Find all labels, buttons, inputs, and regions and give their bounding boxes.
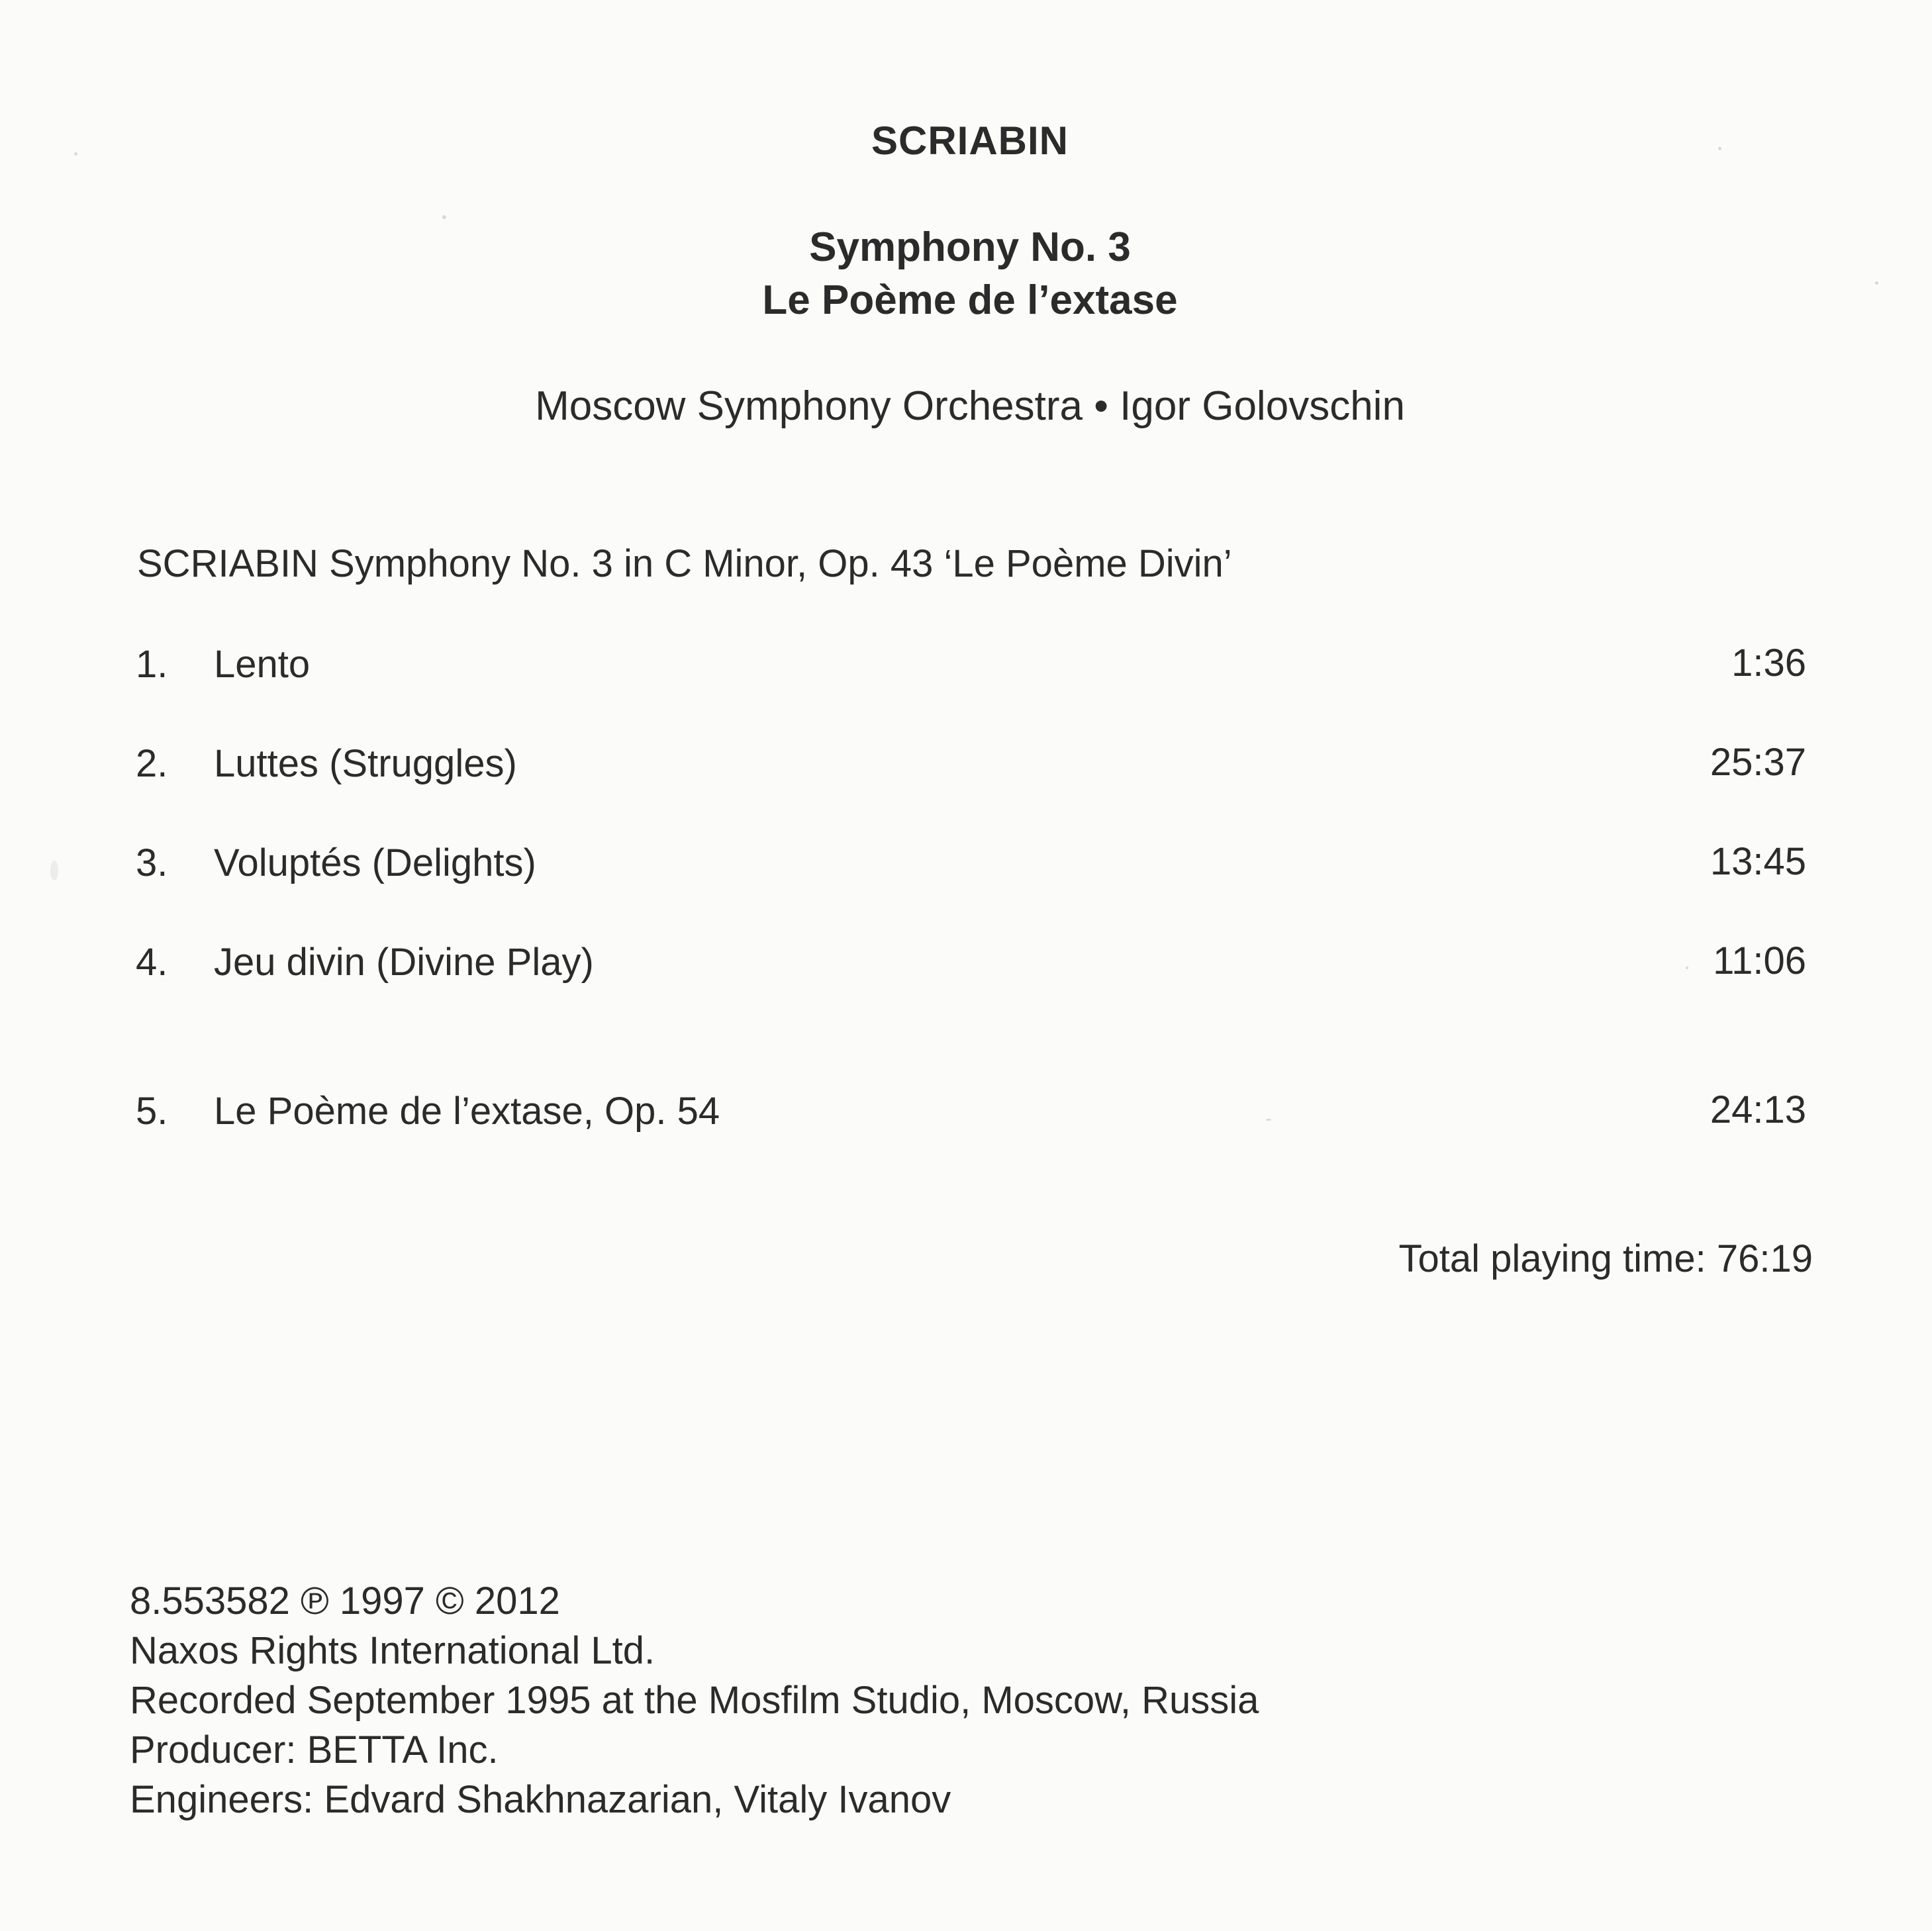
track-duration: 11:06: [1713, 939, 1806, 982]
track-number: 2.: [136, 742, 168, 785]
track-duration: 25:37: [1710, 741, 1806, 784]
scan-speck: [50, 861, 58, 880]
track-number: 1.: [136, 643, 168, 686]
catalog-copyright-line: 8.553582 ℗ 1997 © 2012: [130, 1579, 560, 1623]
scan-speck: [1875, 281, 1878, 285]
track-number: 3.: [136, 841, 168, 884]
scan-speck: [74, 152, 77, 156]
track-title: Voluptés (Delights): [214, 841, 536, 884]
producer-line: Producer: BETTA Inc.: [130, 1728, 499, 1771]
work-heading: SCRIABIN Symphony No. 3 in C Minor, Op. 43 ‘Le Poème Divin’: [137, 542, 1232, 585]
album-title-line1: Symphony No. 3: [809, 224, 1131, 270]
scan-speck: [1686, 966, 1688, 969]
performers-line: Moscow Symphony Orchestra • Igor Golovschin: [535, 383, 1405, 429]
scan-speck: [1718, 147, 1721, 150]
total-playing-time: Total playing time: 76:19: [1398, 1237, 1813, 1280]
track-title: Luttes (Struggles): [214, 742, 517, 785]
track-number: 5.: [136, 1090, 168, 1133]
composer-heading: SCRIABIN: [871, 118, 1069, 163]
scan-speck: [442, 215, 446, 219]
track-number: 4.: [136, 941, 168, 984]
track-duration: 13:45: [1710, 840, 1806, 883]
track-title: Lento: [214, 643, 311, 686]
label-line: Naxos Rights International Ltd.: [130, 1629, 655, 1672]
engineers-line: Engineers: Edvard Shakhnazarian, Vitaly Ivanov: [130, 1778, 951, 1821]
track-title: Le Poème de l’extase, Op. 54: [214, 1090, 720, 1133]
album-title-line2: Le Poème de l’extase: [762, 277, 1178, 323]
track-duration: 1:36: [1731, 641, 1806, 684]
recording-info-line: Recorded September 1995 at the Mosfilm Studio, Moscow, Russia: [130, 1679, 1259, 1722]
track-title: Jeu divin (Divine Play): [214, 941, 594, 984]
scan-speck: [1266, 1119, 1271, 1121]
track-duration: 24:13: [1710, 1088, 1806, 1131]
